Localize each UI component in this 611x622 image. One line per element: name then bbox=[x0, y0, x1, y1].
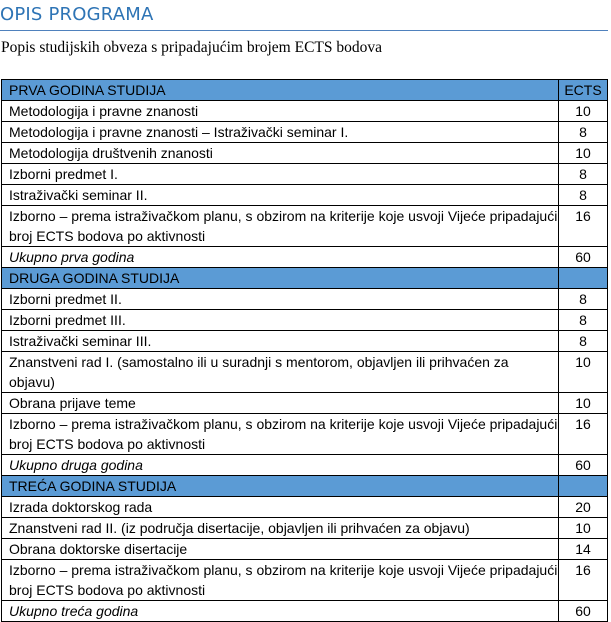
ects-value: 16 bbox=[559, 560, 608, 601]
section-title: DRUGA GODINA STUDIJA bbox=[2, 268, 559, 289]
ects-value: 10 bbox=[559, 393, 608, 414]
table-row bbox=[2, 185, 608, 206]
total-label: Ukupno prva godina bbox=[2, 247, 559, 268]
section-title: PRVA GODINA STUDIJA bbox=[2, 80, 559, 101]
section-header-empty-cell bbox=[559, 268, 608, 289]
table-row bbox=[2, 497, 608, 518]
ects-value: 8 bbox=[559, 331, 608, 352]
total-ects-value: 60 bbox=[559, 601, 608, 622]
ects-value: 8 bbox=[559, 185, 608, 206]
table-row bbox=[2, 206, 608, 247]
section-header-empty-cell bbox=[559, 476, 608, 497]
course-name: Istraživački seminar II. bbox=[2, 185, 559, 206]
table-row bbox=[2, 560, 608, 601]
ects-value: 8 bbox=[559, 310, 608, 331]
table-row bbox=[2, 101, 608, 122]
section-header-row bbox=[2, 80, 608, 101]
ects-value: 8 bbox=[559, 289, 608, 310]
ects-column-header: ECTS bbox=[559, 80, 608, 101]
ects-value: 10 bbox=[559, 518, 608, 539]
total-row bbox=[2, 601, 608, 622]
ects-value: 16 bbox=[559, 414, 608, 455]
table-row bbox=[2, 393, 608, 414]
total-ects-value: 60 bbox=[559, 247, 608, 268]
course-name: Izborno – prema istraživačkom planu, s obzirom na kriterije koje usvoji Vijeće pripadajući broj ECTS bodova po aktivnosti bbox=[2, 414, 559, 455]
total-ects-value: 60 bbox=[559, 455, 608, 476]
ects-value: 16 bbox=[559, 206, 608, 247]
table-row bbox=[2, 143, 608, 164]
page-heading: OPIS PROGRAMA bbox=[0, 4, 608, 31]
course-name: Obrana prijave teme bbox=[2, 393, 559, 414]
ects-value: 10 bbox=[559, 101, 608, 122]
table-row bbox=[2, 518, 608, 539]
section-header-row bbox=[2, 268, 608, 289]
course-name: Izborni predmet II. bbox=[2, 289, 559, 310]
course-name: Metodologija i pravne znanosti – Istraživački seminar I. bbox=[2, 122, 559, 143]
ects-table bbox=[1, 79, 608, 622]
course-name: Metodologija društvenih znanosti bbox=[2, 143, 559, 164]
table-row bbox=[2, 331, 608, 352]
total-row bbox=[2, 247, 608, 268]
course-name: Izborni predmet I. bbox=[2, 164, 559, 185]
ects-value: 10 bbox=[559, 143, 608, 164]
table-row bbox=[2, 289, 608, 310]
course-name: Znanstveni rad I. (samostalno ili u suradnji s mentorom, objavljen ili prihvaćen za objavu) bbox=[2, 352, 559, 393]
ects-value: 20 bbox=[559, 497, 608, 518]
ects-table-body bbox=[2, 80, 608, 622]
section-title: TREĆA GODINA STUDIJA bbox=[2, 476, 559, 497]
table-row bbox=[2, 539, 608, 560]
table-row bbox=[2, 414, 608, 455]
course-name: Izborno – prema istraživačkom planu, s obzirom na kriterije koje usvoji Vijeće pripadajući broj ECTS bodova po aktivnosti bbox=[2, 206, 559, 247]
table-row bbox=[2, 310, 608, 331]
ects-value: 10 bbox=[559, 352, 608, 393]
ects-value: 8 bbox=[559, 164, 608, 185]
course-name: Metodologija i pravne znanosti bbox=[2, 101, 559, 122]
table-row bbox=[2, 352, 608, 393]
course-name: Izborni predmet III. bbox=[2, 310, 559, 331]
ects-value: 8 bbox=[559, 122, 608, 143]
total-row bbox=[2, 455, 608, 476]
ects-value: 14 bbox=[559, 539, 608, 560]
course-name: Istraživački seminar III. bbox=[2, 331, 559, 352]
table-row bbox=[2, 164, 608, 185]
total-label: Ukupno druga godina bbox=[2, 455, 559, 476]
course-name: Izrada doktorskog rada bbox=[2, 497, 559, 518]
course-name: Obrana doktorske disertacije bbox=[2, 539, 559, 560]
section-header-row bbox=[2, 476, 608, 497]
intro-text: Popis studijskih obveza s pripadajućim brojem ECTS bodova bbox=[1, 39, 382, 56]
course-name: Znanstveni rad II. (iz područja disertacije, objavljen ili prihvaćen za objavu) bbox=[2, 518, 559, 539]
course-name: Izborno – prema istraživačkom planu, s obzirom na kriterije koje usvoji Vijeće pripadajući broj ECTS bodova po aktivnosti bbox=[2, 560, 559, 601]
table-row bbox=[2, 122, 608, 143]
total-label: Ukupno treća godina bbox=[2, 601, 559, 622]
